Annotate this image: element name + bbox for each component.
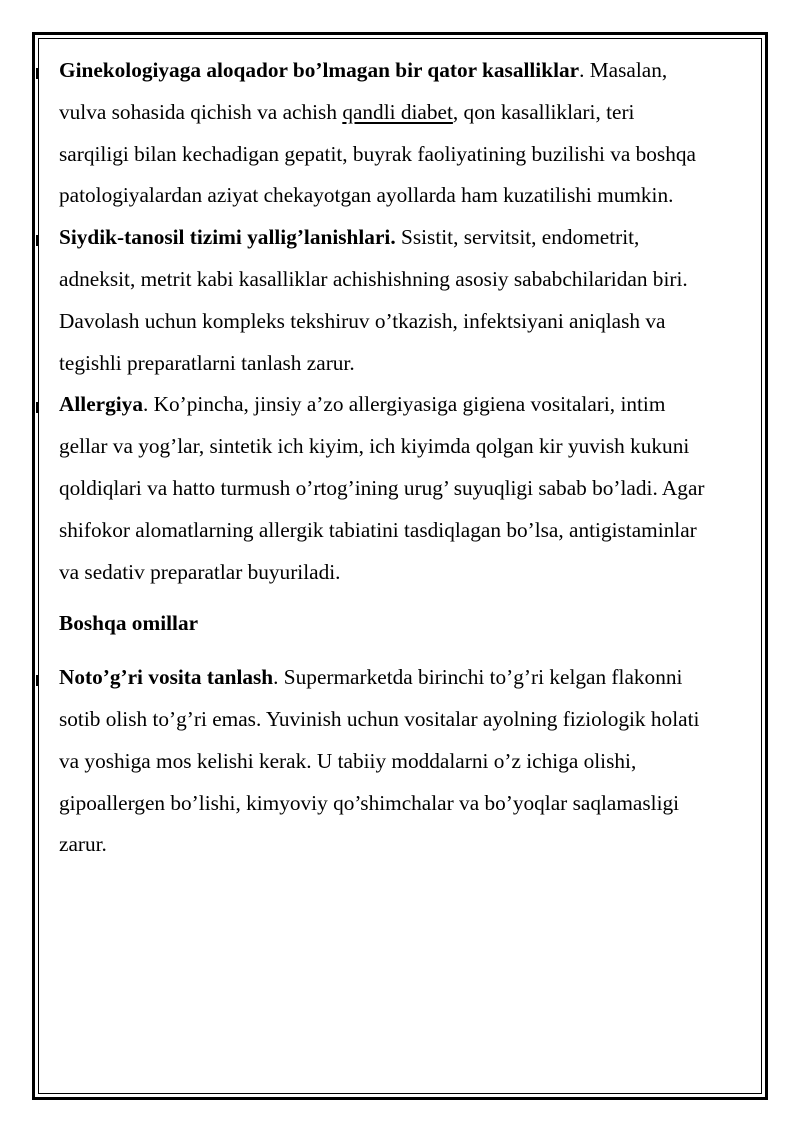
paragraph-allergy (59, 384, 709, 593)
bullet-marker (36, 402, 39, 413)
diabetes-link[interactable]: qandli diabet (342, 99, 453, 124)
paragraph-wrong-product (59, 657, 709, 866)
paragraph-lead: Allergiya (59, 392, 143, 417)
paragraph-lead: Noto’g’ri vosita tanlash (59, 665, 274, 690)
paragraph-text: . Masalan, vulva sohasida qichish va achish (59, 58, 668, 124)
document-body (59, 50, 709, 866)
bullet-marker (36, 675, 39, 686)
paragraph-lead: Ginekologiyaga aloqador bo’lmagan bir qator kasalliklar (59, 58, 580, 82)
paragraph-lead: Siydik-tanosil tizimi yallig’lanishlari. (59, 225, 396, 250)
paragraph-text: . Ko’pincha, jinsiy a’zo allergiyasiga gigiena vositalari, intim gellar va yog’lar, sintetik ich kiyim, ich kiyimda qolgan kir yuvish kukuni qoldiqlari va hatto turmush o’rtog’ining urug’ suyuqligi sabab bo’ladi. Agar shifokor alomatlarning allergik tabiatini tasdiqlagan bo’lsa, antigistaminlar va sedativ preparatlar buyuriladi. (59, 392, 705, 584)
paragraph-text: Ssistit, servitsit, endometrit, adneksit, metrit kabi kasalliklar achishishning asosiy sababchilaridan biri. Davolash uchun kompleks tekshiruv o’tkazish, infektsiyani aniqlash va tegishli preparatlarni tanlash zarur. (59, 225, 688, 375)
bullet-marker (36, 235, 39, 246)
paragraph-urogenital-inflammation (59, 217, 709, 384)
paragraph-text: . Supermarketda birinchi to’g’ri kelgan flakonni sotib olish to’g’ri emas. Yuvinish uchun vositalar ayolning fiziologik holati va yoshiga mos kelishi kerak. U tabiiy moddalarni o’z ichiga olishi, gipoallergen bo’lishi, kimyoviy qo’shimchalar va bo’yoqlar saqlamasligi zarur. (59, 665, 700, 857)
bullet-marker (36, 68, 39, 79)
section-heading: Boshqa omillar (59, 611, 199, 636)
paragraph-non-gynecological-diseases (59, 50, 709, 217)
paragraph-text: , qon kasalliklari, teri sarqiligi bilan kechadigan gepatit, buyrak faoliyatining buzilishi va boshqa patologiyalardan aziyat chekayotgan ayollarda ham kuzatilishi mumkin. (59, 99, 696, 208)
